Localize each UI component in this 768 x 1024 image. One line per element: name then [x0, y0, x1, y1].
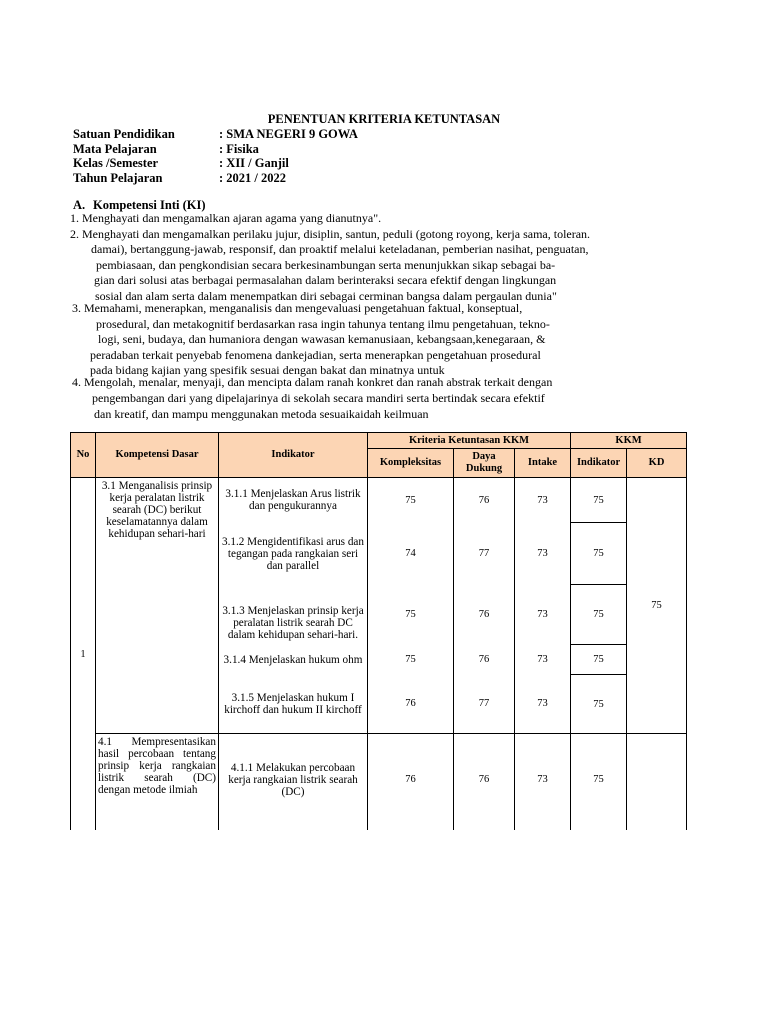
ki-line: peradaban terkait penyebab fenomena dankejadian, serta menerapkan pengetahuan prosedural — [90, 348, 541, 362]
kompetensi-dasar-cell — [96, 734, 219, 831]
header-intake: Intake — [515, 449, 571, 478]
meta-label: Kelas /Semester — [73, 156, 159, 171]
intake-cell: 73 — [515, 675, 571, 734]
page-title: PENENTUAN KRITERIA KETUNTASAN — [267, 112, 501, 126]
meta-row-class — [73, 156, 358, 171]
intake-cell: 73 — [515, 645, 571, 675]
indikator-cell: 3.1.1 Menjelaskan Arus listrik dan pengukurannya — [219, 478, 368, 523]
kompetensi-dasar-cell: 3.1 Menganalisis prinsip kerja peralatan listrik searah (DC) berikut keselamatannya dalam kehidupan sehari-hari — [96, 478, 219, 734]
kompleksitas-cell: 75 — [368, 585, 454, 645]
kkm-indikator-cell: 75 — [571, 478, 627, 523]
daya-dukung-cell: 76 — [454, 478, 515, 523]
meta-row-school — [73, 127, 358, 142]
ki-line: prosedural, dan metakognitif berdasarkan rasa ingin tahunya tentang ilmu pengetahuan, tekno- — [96, 317, 550, 331]
ki-line: sosial dan alam serta dalam menempatkan diri sebagai cerminan bangsa dalam pergaulan dunia" — [95, 289, 557, 303]
table-row — [71, 734, 687, 831]
kompleksitas-cell: 76 — [368, 734, 454, 831]
indikator-cell: 3.1.5 Menjelaskan hukum I kirchoff dan hukum II kirchoff — [219, 675, 368, 734]
indikator-cell: 3.1.2 Mengidentifikasi arus dan tegangan pada rangkaian seri dan parallel — [219, 523, 368, 585]
ki-line: gian dari solusi atas berbagai permasalahan dalam berinteraksi secara efektif dengan lingkungan — [94, 273, 557, 287]
daya-dukung-cell: 76 — [454, 734, 515, 831]
meta-label: Mata Pelajaran — [73, 141, 157, 156]
section-letter: A. — [73, 198, 86, 212]
header-kompetensi-dasar: Kompetensi Dasar — [96, 433, 219, 478]
ki-line: pada bidang kajian yang spesifik sesuai dengan bakat dan minatnya untuk — [90, 363, 445, 377]
ki-line: pengembangan dari yang dipelajarinya di sekolah secara mandiri serta bertindak secara efektif — [92, 391, 545, 405]
ki-line: logi, seni, budaya, dan humaniora dengan wawasan kemanusiaan, kebangsaan,kenegaraan, & — [98, 332, 546, 346]
daya-dukung-cell: 77 — [454, 675, 515, 734]
kompleksitas-cell: 75 — [368, 478, 454, 523]
daya-dukung-cell: 77 — [454, 523, 515, 585]
kkm-table — [70, 432, 687, 830]
meta-label: Tahun Pelajaran — [73, 171, 163, 186]
ki-line: 2. Menghayati dan mengamalkan perilaku jujur, disiplin, santun, peduli (gotong royong, kerja sama, toleran. — [70, 227, 591, 241]
header-kompleksitas: Kompleksitas — [368, 449, 454, 478]
ki-line: damai), bertanggung-jawab, responsif, dan proaktif melalui keteladanan, pemberian nasihat, penguatan, — [91, 242, 589, 256]
header-kkm-kd: KD — [627, 449, 687, 478]
ki-line: 3. Memahami, menerapkan, menganalisis dan mengevaluasi pengetahuan faktual, konseptual, — [72, 301, 523, 315]
header-no: No — [71, 433, 96, 478]
meta-value: : SMA NEGERI 9 GOWA — [219, 127, 358, 141]
kkm-indikator-cell: 75 — [571, 523, 627, 585]
meta-label: Satuan Pendidikan — [73, 127, 175, 141]
indikator-cell: 3.1.4 Menjelaskan hukum ohm — [219, 645, 368, 675]
intake-cell: 73 — [515, 523, 571, 585]
daya-dukung-cell: 76 — [454, 585, 515, 645]
document-meta — [73, 127, 358, 186]
header-kkm-indikator: Indikator — [571, 449, 627, 478]
intake-cell: 73 — [515, 734, 571, 831]
kkm-kd-cell: 75 — [627, 478, 687, 734]
header-indikator: Indikator — [219, 433, 368, 478]
table-row — [71, 478, 687, 523]
section-title: Kompetensi Inti (KI) — [93, 198, 206, 212]
kompleksitas-cell: 74 — [368, 523, 454, 585]
intake-cell: 73 — [515, 478, 571, 523]
meta-row-subject — [73, 142, 358, 157]
indikator-cell: 4.1.1 Melakukan percobaan kerja rangkaian listrik searah (DC) — [219, 734, 368, 831]
kompetensi-dasar-text: 4.1 Mempresentasikan hasil percobaan tentang prinsip kerja rangkaian listrik searah (DC) dengan metode ilmiah — [98, 736, 216, 796]
kkm-indikator-cell: 75 — [571, 645, 627, 675]
header-daya-dukung: Daya Dukung — [454, 449, 515, 478]
kkm-indikator-cell: 75 — [571, 675, 627, 734]
meta-value: : Fisika — [219, 141, 259, 156]
meta-value: : XII / Ganjil — [219, 156, 289, 171]
indikator-cell: 3.1.3 Menjelaskan prinsip kerja peralatan listrik searah DC dalam kehidupan sehari-hari. — [219, 585, 368, 645]
ki-line: 1. Menghayati dan mengamalkan ajaran agama yang dianutnya". — [70, 211, 382, 225]
daya-dukung-cell: 76 — [454, 645, 515, 675]
intake-cell: 73 — [515, 585, 571, 645]
kkm-indikator-cell: 75 — [571, 734, 627, 831]
kompleksitas-cell: 76 — [368, 675, 454, 734]
ki-line: pembiasaan, dan pengkondisian secara berkesinambungan serta menunjukkan sikap sebagai ba- — [96, 258, 556, 272]
kkm-indikator-cell: 75 — [571, 585, 627, 645]
kkm-kd-cell — [627, 734, 687, 831]
ki-line: dan kreatif, dan mampu menggunakan metoda sesuaikaidah keilmuan — [94, 407, 429, 421]
meta-row-year — [73, 171, 358, 186]
kompleksitas-cell: 75 — [368, 645, 454, 675]
header-kkm: KKM — [571, 433, 687, 449]
row-number: 1 — [71, 478, 96, 831]
header-kriteria-kkm: Kriteria Ketuntasan KKM — [368, 433, 571, 449]
ki-line: 4. Mengolah, menalar, menyaji, dan mencipta dalam ranah konkret dan ranah abstrak terkait dengan — [72, 375, 553, 389]
meta-value: : 2021 / 2022 — [219, 171, 287, 186]
